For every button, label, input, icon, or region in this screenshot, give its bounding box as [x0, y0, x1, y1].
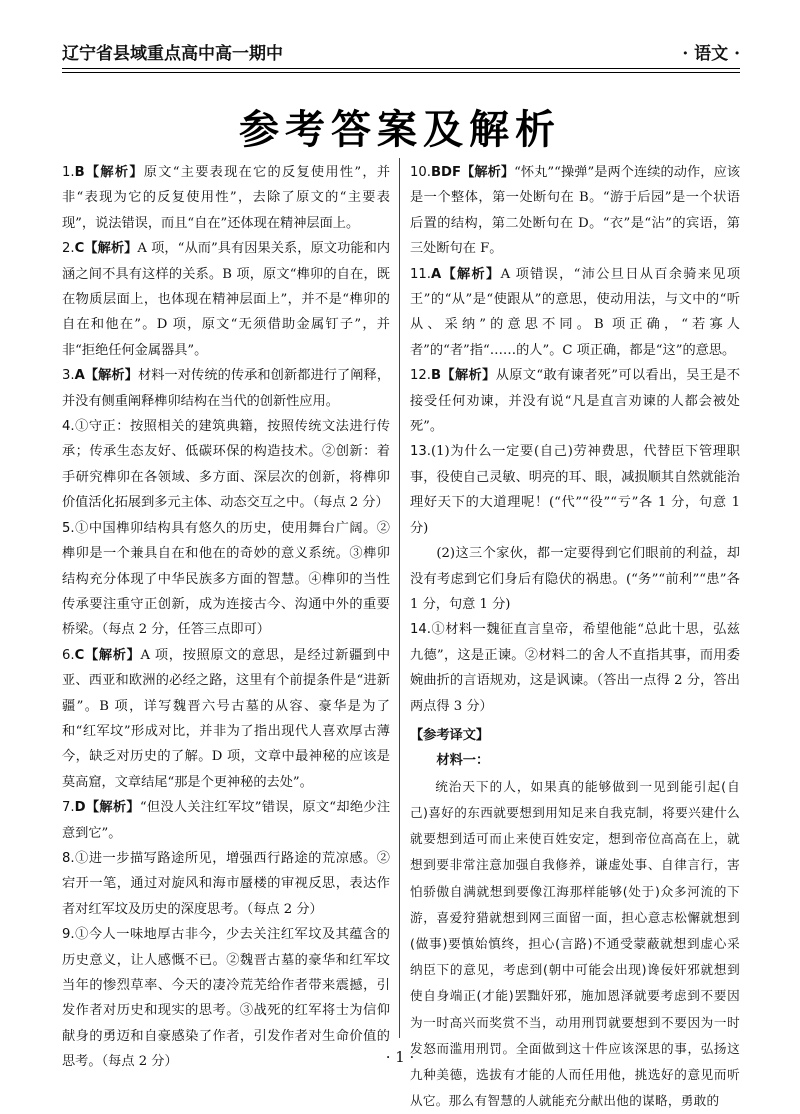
translation-heading: 【参考译文】	[410, 727, 490, 743]
answer-num: 13.	[410, 444, 431, 460]
column-divider	[399, 158, 400, 1038]
answer-item	[410, 363, 740, 439]
answer-tag: 【解析】	[84, 368, 138, 384]
answer-text: A 项错误，“沛公旦日从百余骑来见项王”的“从”是“使跟从”的意思，使动用法，与文中的“听从、采纳”的意思不同。B 项正确，“若寡人者”的“者”指“……的人”。C 项正确，都是“这”的意思。	[410, 266, 741, 358]
answer-item	[62, 846, 390, 922]
answer-text: ①进一步描写路途所见，增强西行路途的荒凉感。②宕开一笔，通过对旋风和海市蜃楼的审视反思，表达作者对红军坟及历史的深度思考。（每点 2 分）	[62, 850, 390, 917]
answer-ans: A	[74, 368, 85, 384]
answer-item	[62, 363, 390, 414]
answer-item	[62, 414, 390, 516]
answer-tag: 【解析】	[84, 165, 144, 180]
page-header	[62, 30, 740, 64]
answer-tag: 【解析】	[84, 241, 138, 257]
answer-text: ①守正：按照相关的建筑典籍，按照传统文法进行传承；传承生态友好、低碳环保的构造技术。②创新：着手研究榫卯在各领域、多方面、深层次的创新，将榫卯价值活化拓展到多元主体、动态交互之中。（每点 2 分）	[62, 419, 390, 511]
left-column	[62, 160, 390, 1075]
answer-item	[62, 160, 390, 236]
answer-num: 2.	[62, 241, 75, 257]
answer-ans: C	[74, 241, 85, 257]
answer-text: 原文“主要表现在它的反复使用性”，并非“表现为它的反复使用性”，去除了原文的“主要表现”，说法错误，而且“自在”还体现在精神层面上。	[62, 165, 391, 231]
answer-item	[410, 160, 740, 262]
answer-tag: 【解析】	[461, 165, 515, 180]
answer-num: 9.	[62, 927, 75, 943]
answer-num: 6.	[62, 647, 75, 663]
answer-text: ①材料一魏征直言皇帝，希望他能“总此十思，弘兹九德”，这是正谏。②材料二的舍人不直指其事，而用委婉曲折的言语规劝，这是讽谏。（答出一点得 2 分，答出两点得 3 分）	[410, 622, 740, 714]
answer-text: (1)为什么一定要(自己)劳神费思，代替臣下管理职事，役使自己灵敏、明亮的耳、眼，减损顺其自然就能治理好天下的大道理呢！(“代”“役”“亏”各 1 分，句意 1 分)	[410, 444, 740, 536]
answer-item	[410, 541, 740, 617]
answer-num: 4.	[62, 419, 75, 435]
subject-label: · 语文 ·	[682, 44, 740, 64]
answer-item	[62, 236, 390, 363]
answer-ans: B	[74, 165, 85, 180]
answer-text: 从原文“敢有谏者死”可以看出，吴王是不接受任何劝谏，并没有说“凡是直言劝谏的人都会被处死”。	[410, 368, 741, 435]
answer-ans: BDF	[430, 165, 461, 180]
answer-item	[62, 643, 390, 795]
answer-num: 5.	[62, 520, 75, 536]
answer-tag: 【解析】	[441, 266, 501, 282]
answer-num: 7.	[62, 800, 75, 816]
answer-tag: 【解析】	[84, 647, 141, 663]
answer-ans: A	[430, 266, 442, 282]
answer-num: 10.	[410, 165, 431, 180]
answer-text: ①今人一味地厚古非今，少去关注红军坟及其蕴含的历史意义，让人感慨不已。②魏晋古墓的豪华和红军坟当年的惨烈草率、今天的凄冷荒芜给作者带来震撼，引发作者对历史和现实的思考。③战死的红军将士为信仰献身的勇迈和自豪感染了作者，引发作者对生命价值的思考。（每点 2 分）	[62, 927, 390, 1070]
header-rule-thin	[62, 72, 740, 73]
answer-ans: C	[74, 647, 85, 663]
page-title: 参考答案及解析	[239, 107, 561, 153]
answer-num: 1.	[62, 165, 75, 180]
answer-text: A 项，“从而”具有因果关系，原文功能和内涵之间不具有这样的关系。B 项，原文“榫卯的自在，既在物质层面上，也体现在精神层面上”，并不是“榫卯的自在和他在”。D 项，原文“无须借助金属钉子”，并非“拒绝任何金属器具”。	[62, 241, 391, 358]
right-column	[410, 160, 740, 1114]
answer-item	[62, 516, 390, 643]
answer-item	[410, 439, 740, 541]
answer-text: (2)这三个家伙，都一定要得到它们眼前的利益，却没有考虑到它们身后有隐伏的祸患。(“务”“前利”“患”各 1 分，句意 1 分)	[410, 546, 740, 612]
answer-num: 12.	[410, 368, 431, 384]
answer-item	[410, 262, 740, 364]
answer-ans: B	[430, 368, 442, 384]
answer-num: 3.	[62, 368, 75, 384]
translation-body: 统治天下的人，如果真的能够做到一见到能引起(自己)喜好的东西就要想到用知足来自我克制，将要兴建什么就要想到适可而止来使百姓安定，想到帝位高高在上，就想到要非常注意加强自我修养，谦虚处事、自律言行，害怕骄傲自满就想到要像江海那样能够(处于)众多河流的下游，喜爱狩猎就想到网三面留一面，担心意志松懈就想到(做事)要慎始慎终，担心(言路)不通受蒙蔽就想到虚心采纳臣下的意见，考虑到(朝中可能会出现)谗佞奸邪就想到使自身端正(才能)罢黜奸邪，施加恩泽就要考虑到不要因为一时高兴而奖赏不当，动用刑罚就要想到不要因为一时发怒而滥用刑罚。全面做到这十件应该深思的事，弘扬这九种美德，选拔有才能的人而任用他，挑选好的意见而听从它。那么有智慧的人就能充分献出他的谋略，勇敢的	[410, 778, 740, 1109]
right-answers	[410, 160, 740, 719]
answer-text: “怀丸”“操弹”是两个连续的动作，应该是一个整体，第一处断句在 B。“游于后园”是一个状语后置的结构，第二处断句在 D。“衣”是“沾”的宾语，第三处断句在 F。	[410, 165, 741, 257]
answer-text: 材料一对传统的传承和创新都进行了阐释，并没有侧重阐释榫卯结构在当代的创新性应用。	[62, 368, 391, 409]
translation-subheading: 材料一：	[436, 753, 490, 769]
answer-num: 11.	[410, 266, 431, 282]
answer-item	[410, 617, 740, 719]
answer-num: 14.	[410, 622, 431, 638]
answer-text: “但没人关注红军坟”错误，原文“却绝少注意到它”。	[62, 800, 391, 841]
answer-item	[62, 795, 390, 846]
answer-text: A 项，按照原文的意思，是经过新疆到中亚、西亚和欧洲的必经之路，这里有个前提条件是“进新疆”。B 项，详写魏晋六号古墓的从容、豪华是为了和“红军坟”形成对比，并非为了指出现代人喜欢厚古薄今，缺乏对历史的了解。D 项，文章中最神秘的应该是莫高窟，文章结尾“那是个更神秘的去处”。	[62, 647, 391, 790]
answer-ans: D	[74, 800, 86, 816]
answer-num: 8.	[62, 850, 75, 866]
page-number: · 1 ·	[385, 1048, 415, 1066]
exam-name: 辽宁省县域重点高中高一期中	[62, 44, 283, 64]
answer-text: ①中国榫卯结构具有悠久的历史，使用舞台广阔。②榫卯是一个兼具自在和他在的奇妙的意义系统。③榫卯结构充分体现了中华民族多方面的智慧。④榫卯的当性传承要注重守正创新，成为连接古今、沟通中外的重要桥梁。（每点 2 分，任答三点即可）	[62, 520, 390, 638]
answer-tag: 【解析】	[441, 368, 496, 384]
answer-tag: 【解析】	[85, 800, 140, 816]
header-rule	[62, 68, 740, 69]
